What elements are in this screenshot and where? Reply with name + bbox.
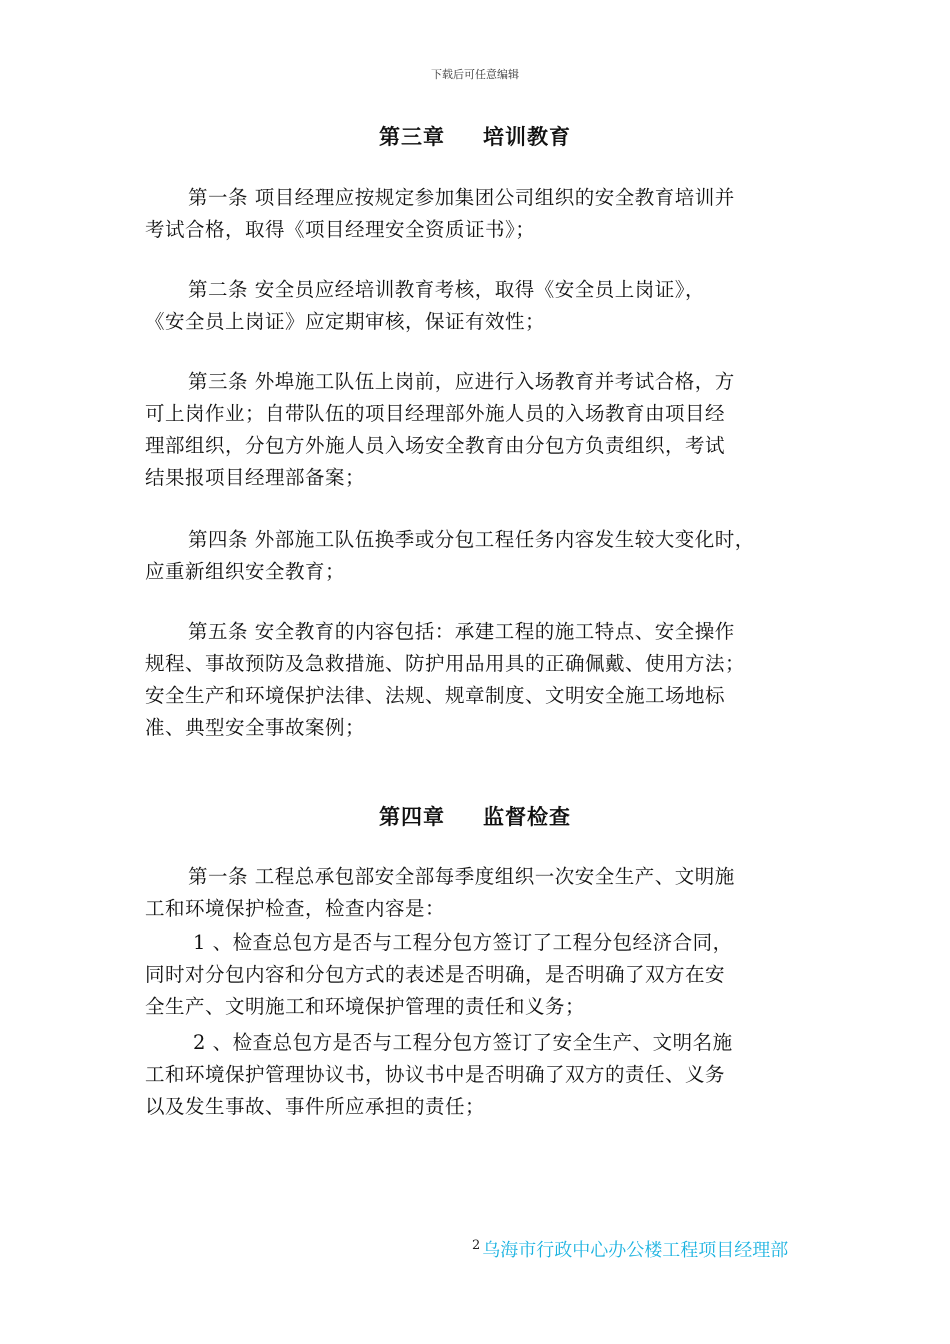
chapter-3-name: 培训教育 — [483, 125, 571, 149]
page-number: 2 — [472, 1238, 481, 1253]
paragraph-line: 规程、事故预防及急救措施、防护用品用具的正确佩戴、使用方法； — [145, 652, 746, 675]
chapter-3-title — [0, 121, 950, 151]
chapter-4-number: 第四章 — [379, 805, 445, 829]
paragraph-line: 应重新组织安全教育； — [145, 560, 346, 583]
paragraph-line: 考试合格，取得《项目经理安全资质证书》； — [145, 218, 536, 241]
paragraph-line: 工和环境保护管理协议书，协议书中是否明确了双方的责任、义务 — [145, 1063, 726, 1086]
paragraph-line: 第二条 安全员应经培训教育考核，取得《安全员上岗证》， — [188, 278, 705, 301]
paragraph-line: 第三条 外埠施工队伍上岗前，应进行入场教育并考试合格，方 — [188, 370, 735, 393]
article-3-5 — [145, 616, 813, 744]
paragraph-line: 理部组织，分包方外施人员入场安全教育由分包方负责组织，考试 — [145, 434, 726, 457]
paragraph-line: 结果报项目经理部备案； — [145, 466, 366, 489]
paragraph-line: 2 、检查总包方是否与工程分包方签订了安全生产、文明名施 — [193, 1031, 733, 1054]
paragraph-line: 全生产、文明施工和环境保护管理的责任和义务； — [145, 995, 586, 1018]
article-3-3 — [145, 366, 813, 494]
footer-organization: 乌海市行政中心办公楼工程项目经理部 — [482, 1240, 789, 1261]
check-item-2 — [145, 1027, 813, 1123]
paragraph-line: 第四条 外部施工队伍换季或分包工程任务内容发生较大变化时， — [188, 528, 755, 551]
article-4-1 — [145, 861, 813, 925]
article-3-4 — [145, 524, 813, 588]
check-item-1 — [145, 927, 813, 1023]
chapter-4-title — [0, 801, 950, 831]
paragraph-line: 第一条 项目经理应按规定参加集团公司组织的安全教育培训并 — [188, 186, 735, 209]
page-footer — [472, 1236, 788, 1262]
paragraph-line: 同时对分包内容和分包方式的表述是否明确，是否明确了双方在安 — [145, 963, 726, 986]
paragraph-line: 以及发生事故、事件所应承担的责任； — [145, 1095, 486, 1118]
paragraph-line: 1 、检查总包方是否与工程分包方签订了工程分包经济合同， — [193, 931, 733, 954]
paragraph-line: 《安全员上岗证》应定期审核，保证有效性； — [145, 310, 546, 333]
article-3-1 — [145, 182, 813, 246]
paragraph-line: 可上岗作业；自带队伍的项目经理部外施人员的入场教育由项目经 — [145, 402, 726, 425]
paragraph-line: 第一条 工程总承包部安全部每季度组织一次安全生产、文明施 — [188, 865, 735, 888]
paragraph-line: 安全生产和环境保护法律、法规、规章制度、文明安全施工场地标 — [145, 684, 726, 707]
chapter-3-number: 第三章 — [379, 125, 445, 149]
chapter-4-name: 监督检查 — [483, 805, 571, 829]
article-3-2 — [145, 274, 813, 338]
paragraph-line: 第五条 安全教育的内容包括：承建工程的施工特点、安全操作 — [188, 620, 735, 643]
paragraph-line: 工和环境保护检查，检查内容是： — [145, 897, 446, 920]
paragraph-line: 准、典型安全事故案例； — [145, 716, 366, 739]
header-note: 下载后可任意编辑 — [431, 68, 519, 81]
